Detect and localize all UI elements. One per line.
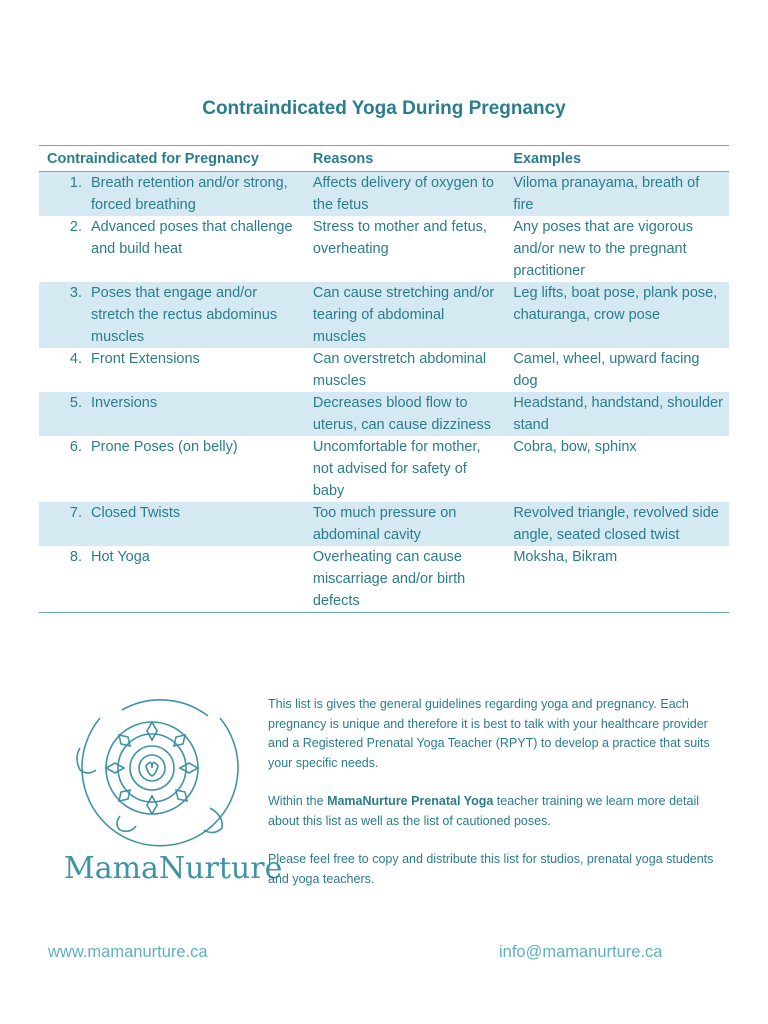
reason-cell: Too much pressure on abdominal cavity: [305, 502, 505, 546]
page-title: Contraindicated Yoga During Pregnancy: [202, 98, 566, 119]
row-number: 2.: [69, 219, 82, 235]
examples-cell: Viloma pranayama, breath of fire: [505, 172, 729, 217]
row-number: 4.: [69, 351, 82, 367]
table-row: [39, 436, 729, 502]
contra-text: Hot Yoga: [91, 549, 150, 565]
contra-cell: [39, 392, 305, 436]
table-row: [39, 216, 729, 282]
contra-text: Front Extensions: [91, 351, 200, 367]
contraindications-table: [39, 145, 729, 613]
contra-cell: [39, 436, 305, 502]
table-row: [39, 348, 729, 392]
row-number: 8.: [69, 549, 82, 565]
info-paragraph-2: [268, 792, 728, 831]
contra-text: Advanced poses that challenge and build heat: [91, 219, 293, 257]
header-examples: Examples: [513, 151, 582, 167]
table-row: [39, 546, 729, 613]
examples-cell: Headstand, handstand, shoulder stand: [505, 392, 729, 436]
row-number: 5.: [69, 395, 82, 411]
contra-text: Inversions: [91, 395, 158, 411]
table-row: [39, 392, 729, 436]
email-link[interactable]: info@mamanurture.ca: [499, 943, 663, 961]
info-paragraph-1: This list is gives the general guidelines regarding yoga and pregnancy. Each pregnancy is unique and therefore it is best to talk with your healthcare provider and a Registered Prenatal Yoga Teacher (RPYT) to develop a practice that suits your specific needs.: [268, 697, 710, 770]
reason-cell: Decreases blood flow to uterus, can cause dizziness: [305, 392, 505, 436]
info-p2-before: Within the: [268, 794, 328, 808]
table-row: [39, 282, 729, 348]
program-name: MamaNurture Prenatal Yoga: [327, 794, 494, 808]
reason-cell: Can overstretch abdominal muscles: [312, 351, 487, 389]
reason-cell: Can cause stretching and/or tearing of abdominal muscles: [305, 282, 505, 348]
info-paragraph-3: Please feel free to copy and distribute this list for studios, prenatal yoga students and yoga teachers.: [268, 852, 714, 886]
info-text-block: [268, 695, 728, 908]
contra-text: Prone Poses (on belly): [91, 439, 238, 455]
header-contraindicated: Contraindicated for Pregnancy: [47, 151, 259, 167]
header-reasons: Reasons: [312, 151, 374, 167]
contra-text: Poses that engage and/or stretch the rectus abdominus muscles: [91, 285, 278, 345]
contra-text: Breath retention and/or strong, forced breathing: [91, 175, 288, 213]
row-number: 1.: [69, 175, 82, 191]
reason-cell: Affects delivery of oxygen to the fetus: [305, 172, 505, 217]
row-number: 6.: [69, 439, 82, 455]
reason-cell: Stress to mother and fetus, overheating: [312, 219, 487, 257]
contraindications-table-wrap: [39, 145, 729, 613]
table-header-row: [39, 146, 729, 172]
examples-cell: Moksha, Bikram: [513, 549, 618, 565]
examples-cell: Cobra, bow, sphinx: [513, 439, 637, 455]
contra-cell: [39, 546, 305, 613]
table-row: [39, 172, 729, 217]
info-p2-after: teacher training we learn more detail about this list as well as the list of cautioned poses.: [268, 794, 699, 828]
contra-cell: [39, 502, 305, 546]
contra-text: Closed Twists: [91, 505, 181, 521]
examples-cell: Leg lifts, boat pose, plank pose, chaturanga, crow pose: [505, 282, 729, 348]
website-link[interactable]: www.mamanurture.ca: [48, 943, 208, 961]
contra-cell: [39, 216, 305, 282]
contra-cell: [39, 348, 305, 392]
reason-cell: Overheating can cause miscarriage and/or birth defects: [312, 549, 466, 609]
logo-wordmark: MamaNurture: [64, 851, 283, 886]
contra-cell: [39, 282, 305, 348]
row-number: 7.: [69, 505, 82, 521]
reason-cell: Uncomfortable for mother, not advised for safety of baby: [312, 439, 481, 499]
examples-cell: Camel, wheel, upward facing dog: [513, 351, 700, 389]
row-number: 3.: [69, 285, 82, 301]
examples-cell: Any poses that are vigorous and/or new to the pregnant practitioner: [513, 219, 694, 279]
examples-cell: Revolved triangle, revolved side angle, seated closed twist: [505, 502, 729, 546]
mamanurture-logo: [60, 688, 283, 908]
mandala-icon: [60, 688, 283, 908]
table-row: [39, 502, 729, 546]
contra-cell: [39, 172, 305, 217]
